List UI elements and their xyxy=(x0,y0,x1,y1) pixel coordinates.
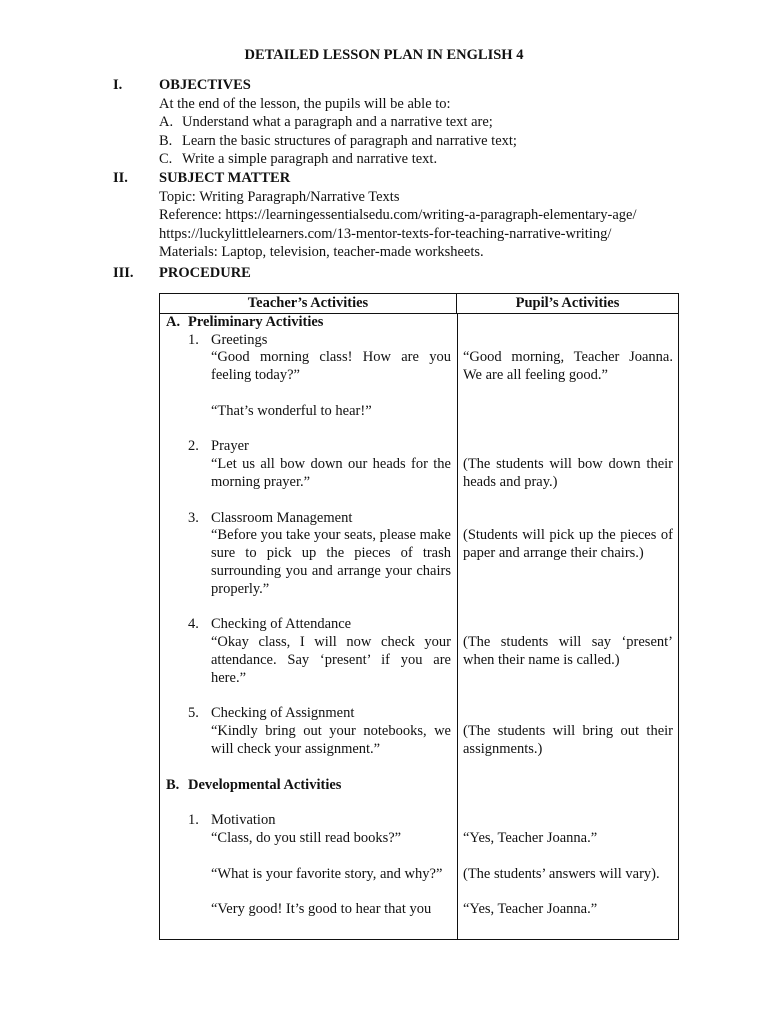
pupil-activities-header: Pupil’s Activities xyxy=(457,294,679,314)
developmental-title: Developmental Activities xyxy=(188,776,342,793)
objectives-heading: OBJECTIVES xyxy=(159,77,251,93)
procedure-number: III. xyxy=(113,265,134,281)
classroom-teacher-text: “Before you take your seats, please make sure to pick up the pieces of trash surrounding you and arrange your chairs properly.” xyxy=(211,527,451,597)
prayer-pupil-text: (The students will bow down their heads and pray.) xyxy=(463,456,673,490)
prayer-teacher-text: “Let us all bow down our heads for the morning prayer.” xyxy=(211,456,451,490)
document-title: DETAILED LESSON PLAN IN ENGLISH 4 xyxy=(244,47,524,63)
attendance-pupil-text: (The students will say ‘present’ when their name is called.) xyxy=(463,634,673,668)
objective-text: Write a simple paragraph and narrative text. xyxy=(182,151,438,167)
assignment-teacher-text: “Kindly bring out your notebooks, we will check your assignment.” xyxy=(211,723,451,757)
objective-label: C. xyxy=(159,151,173,167)
attendance-number: 4. xyxy=(188,616,199,633)
objectives-section xyxy=(113,76,693,169)
activities-body xyxy=(160,313,679,939)
classroom-pupil-text: (Students will pick up the pieces of paper and arrange their chairs.) xyxy=(463,527,673,562)
subject-matter-number: II. xyxy=(113,170,128,186)
attendance-teacher-text: “Okay class, I will now check your attendance. Say ‘present’ if you are here.” xyxy=(211,634,451,686)
prayer-number: 2. xyxy=(188,438,199,455)
preliminary-label: A. xyxy=(166,313,181,330)
assignment-item xyxy=(166,705,451,723)
procedure-section xyxy=(113,264,693,283)
materials-line: Materials: Laptop, television, teacher-made worksheets. xyxy=(159,244,484,260)
reference-line: Reference: https://learningessentialsedu.com/writing-a-paragraph-elementary-age/ xyxy=(159,207,637,223)
objective-item xyxy=(159,132,693,151)
classroom-number: 3. xyxy=(188,509,199,526)
attendance-title: Checking of Attendance xyxy=(211,616,352,633)
greetings-teacher-reply: “That’s wonderful to hear!” xyxy=(211,402,372,419)
developmental-heading xyxy=(166,777,451,795)
preliminary-heading xyxy=(166,314,451,332)
assignment-pupil-text: (The students will bring out their assignments.) xyxy=(463,723,673,757)
subject-matter-section xyxy=(113,169,693,262)
classroom-title: Classroom Management xyxy=(211,509,353,526)
column-divider xyxy=(457,314,458,939)
objectives-intro: At the end of the lesson, the pupils will be able to: xyxy=(159,95,451,112)
motivation-teacher-text-3: “Very good! It’s good to hear that you xyxy=(211,901,432,918)
greetings-number: 1. xyxy=(188,331,199,348)
preliminary-title: Preliminary Activities xyxy=(188,313,324,330)
prayer-item xyxy=(166,438,451,456)
motivation-pupil-text-2: (The students’ answers will vary). xyxy=(463,865,660,882)
motivation-pupil-text-1: “Yes, Teacher Joanna.” xyxy=(463,829,598,846)
greetings-item xyxy=(166,332,451,350)
motivation-number: 1. xyxy=(188,812,199,829)
developmental-label: B. xyxy=(166,776,180,793)
teacher-activities-header: Teacher’s Activities xyxy=(160,294,457,314)
objective-text: Understand what a paragraph and a narrative text are; xyxy=(182,114,493,130)
assignment-title: Checking of Assignment xyxy=(211,705,355,722)
greetings-pupil-text: “Good morning, Teacher Joanna. We are all feeling good.” xyxy=(463,349,673,384)
motivation-teacher-text-1: “Class, do you still read books?” xyxy=(211,829,402,846)
classroom-item xyxy=(166,510,451,528)
greetings-teacher-text: “Good morning class! How are you feeling today?” xyxy=(211,349,451,384)
subject-matter-heading: SUBJECT MATTER xyxy=(159,170,291,186)
attendance-item xyxy=(166,616,451,634)
procedure-heading: PROCEDURE xyxy=(159,265,251,281)
greetings-title: Greetings xyxy=(211,331,268,348)
motivation-pupil-text-3: “Yes, Teacher Joanna.” xyxy=(463,901,598,918)
procedure-table xyxy=(159,293,679,940)
objective-label: A. xyxy=(159,114,174,130)
objectives-number: I. xyxy=(113,77,123,93)
objective-item xyxy=(159,150,693,169)
motivation-title: Motivation xyxy=(211,812,276,829)
reference-link-2: https://luckylittlelearners.com/13-mentor-texts-for-teaching-narrative-writing/ xyxy=(159,225,612,242)
motivation-teacher-text-2: “What is your favorite story, and why?” xyxy=(211,865,443,882)
assignment-number: 5. xyxy=(188,705,199,722)
topic-line: Topic: Writing Paragraph/Narrative Texts xyxy=(159,188,400,205)
objective-label: B. xyxy=(159,132,173,149)
objective-text: Learn the basic structures of paragraph and narrative text; xyxy=(182,132,517,149)
objective-item xyxy=(159,113,693,132)
motivation-item xyxy=(166,812,451,830)
prayer-title: Prayer xyxy=(211,438,249,455)
